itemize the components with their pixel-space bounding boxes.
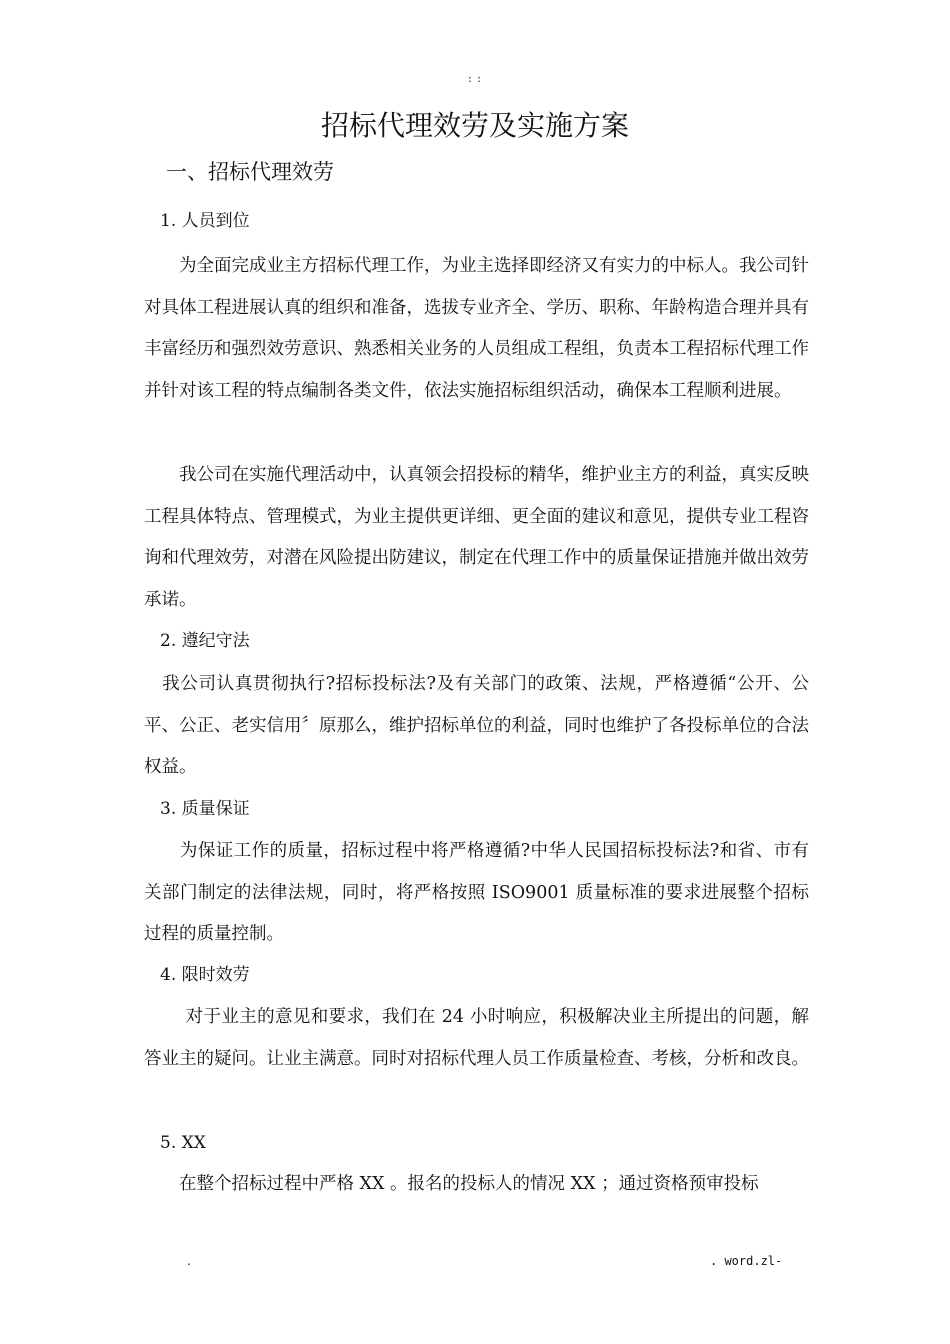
section-heading: 一、招标代理效劳 bbox=[166, 160, 334, 184]
footer-right: . word.zl- bbox=[710, 1254, 783, 1268]
item-heading-4: 4. 限时效劳 bbox=[160, 965, 250, 985]
item-heading-2: 2. 遵纪守法 bbox=[160, 631, 250, 651]
document-title: 招标代理效劳及实施方案 bbox=[320, 109, 629, 142]
paragraph-4-1: 对于业主的意见和要求，我们在 24 小时响应，积极解决业主所提出的问题，解答业主的疑问。让业主满意。同时对招标代理人员工作质量检查、考核，分析和改良。 bbox=[144, 1007, 809, 1069]
paragraph-1-2: 我公司在实施代理活动中，认真领会招投标的精华，维护业主方的利益，真实反映工程具体特点、管理模式，为业主提供更详细、更全面的建议和意见，提供专业工程咨询和代理效劳，对潜在风险提出防建议，制定在代理工作中的质量保证措施并做出效劳承诺。 bbox=[144, 465, 809, 610]
item-heading-5: 5. XX bbox=[160, 1133, 206, 1153]
footer-left: . bbox=[187, 1254, 191, 1268]
item-heading-1: 1. 人员到位 bbox=[160, 211, 250, 231]
paragraph-1-1: 为全面完成业主方招标代理工作，为业主选择即经济又有实力的中标人。我公司针对具体工程进展认真的组织和准备，选拔专业齐全、学历、职称、年龄构造合理并具有丰富经历和强烈效劳意识、熟悉相关业务的人员组成工程组，负责本工程招标代理工作并针对该工程的特点编制各类文件，依法实施招标组织活动，确保本工程顺利进展。 bbox=[144, 256, 809, 401]
paragraph-3-1: 为保证工作的质量，招标过程中将严格遵循?中华人民国招标投标法?和省、市有关部门制定的法律法规，同时，将严格按照 ISO9001 质量标准的要求进展整个招标过程的质量控制。 bbox=[144, 841, 809, 944]
header-mark: : : bbox=[468, 72, 482, 85]
paragraph-2-1: 我公司认真贯彻执行?招标投标法?及有关部门的政策、法规，严格遵循“公开、公平、公正、老实信用〞原那么，维护招标单位的利益，同时也维护了各投标单位的合法权益。 bbox=[144, 674, 809, 777]
paragraph-5-1: 在整个招标过程中严格 XX 。报名的投标人的情况 XX ；通过资格预审投标 bbox=[144, 1174, 759, 1194]
item-heading-3: 3. 质量保证 bbox=[160, 799, 250, 819]
